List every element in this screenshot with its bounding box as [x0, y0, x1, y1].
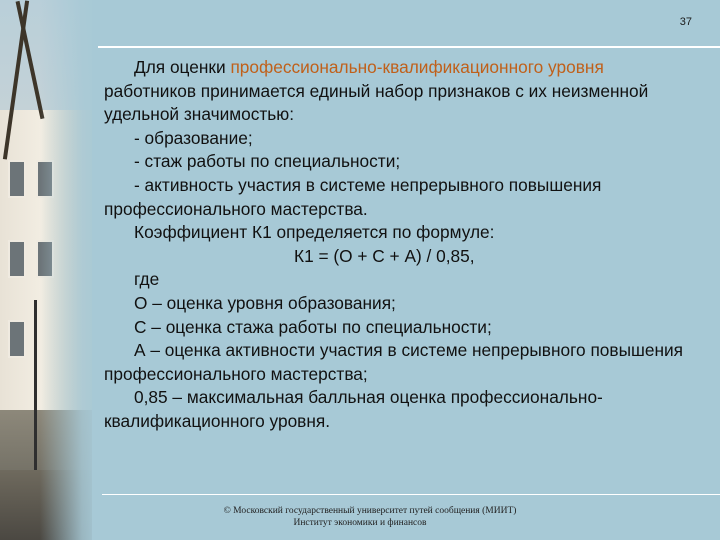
page-number: 37	[679, 16, 692, 28]
highlighted-term: профессионально-квалификационного уровня	[230, 57, 604, 77]
coefficient-text: Коэффициент К1 определяется по формуле:	[134, 222, 495, 243]
window-shape	[8, 240, 26, 278]
list-item: - активность участия в системе непрерывного повышения профессионального мастерства.	[104, 174, 602, 219]
intro-text-start: Для оценки	[134, 57, 231, 77]
photo-fade	[40, 0, 92, 540]
window-shape	[8, 320, 26, 358]
intro-paragraph	[104, 56, 684, 127]
formula: К1 = (О + С + А) / 0,85,	[294, 245, 475, 266]
where-label: где	[134, 269, 160, 290]
bottom-divider	[102, 494, 720, 495]
intro-text-end: работников принимается единый набор признаков с их неизменной удельной значимостью:	[104, 80, 649, 125]
background-photo	[0, 0, 92, 540]
footer	[0, 505, 720, 529]
definition-item: С – оценка стажа работы по специальности;	[134, 316, 492, 337]
definition-item: О – оценка уровня образования;	[134, 292, 396, 313]
definition-item: А – оценка активности участия в системе непрерывного повышения профессионального мастерства;	[104, 340, 684, 384]
definition-item: 0,85 – максимальная балльная оценка профессионально-квалификационного уровня.	[104, 387, 603, 431]
top-divider	[98, 46, 720, 48]
list-item: - стаж работы по специальности;	[134, 151, 401, 172]
footer-copyright: © Московский государственный университет путей сообщения (МИИТ)	[223, 506, 517, 516]
window-shape	[8, 160, 26, 198]
footer-institute: Институт экономики и финансов	[293, 518, 427, 528]
slide-body	[104, 56, 684, 434]
list-item: - образование;	[134, 127, 253, 148]
lamp-post	[34, 300, 37, 490]
